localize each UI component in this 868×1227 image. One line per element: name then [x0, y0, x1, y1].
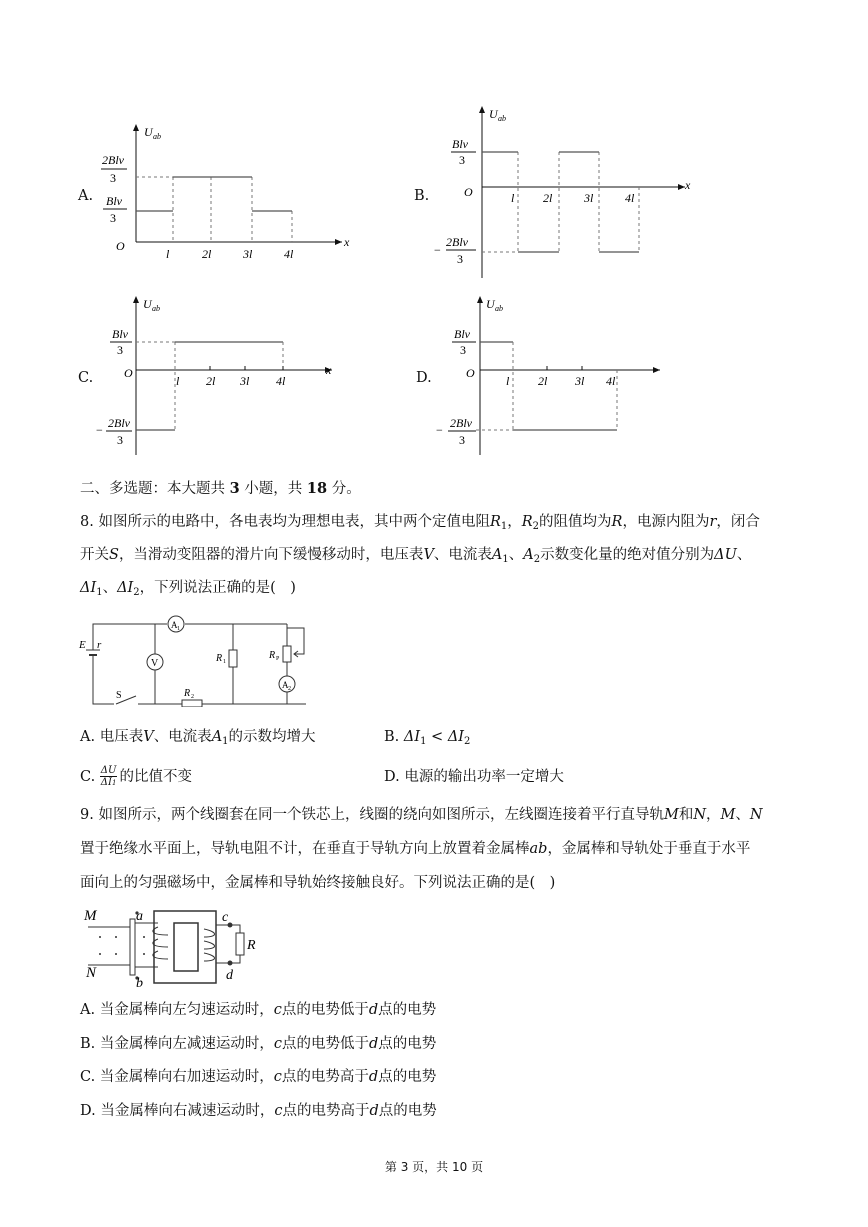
- option-label-d: D.: [416, 370, 432, 386]
- svg-text:ab: ab: [495, 304, 503, 313]
- q9-figure: [80, 905, 270, 990]
- svg-text:3: 3: [457, 252, 463, 266]
- svg-text:A: A: [282, 680, 289, 690]
- svg-text:P: P: [276, 656, 280, 662]
- option-label-b: B.: [414, 188, 430, 204]
- svg-text:a: a: [136, 909, 143, 924]
- svg-text:U: U: [143, 297, 152, 311]
- graph-a: [70, 118, 370, 268]
- svg-text:ab: ab: [498, 114, 506, 123]
- svg-text:3l: 3l: [240, 374, 250, 388]
- svg-text:O: O: [464, 185, 473, 199]
- svg-text:−: −: [434, 243, 441, 257]
- q8-line-2: 开关S，当滑动变阻器的滑片向下缓慢移动时，电压表V、电流表$A_1$、$A_2$示数变化量的绝对值分别为ΔU、: [80, 547, 752, 565]
- svg-text:1: 1: [177, 626, 180, 632]
- q9-option-b[interactable]: B. 当金属棒向左减速运动时，c点的电势低于d点的电势: [80, 1036, 437, 1052]
- section-heading: 二、多选题：本大题共 3 小题，共 18 分。: [80, 480, 361, 497]
- svg-text:4l: 4l: [276, 374, 286, 388]
- svg-text:2Blv: 2Blv: [102, 153, 124, 167]
- svg-text:−: −: [96, 423, 103, 437]
- svg-text:2Blv: 2Blv: [108, 416, 130, 430]
- q9-line-1: 9. 如图所示，两个线圈套在同一个铁芯上，线圈的绕向如图所示，左线圈连接着平行直导轨M和N，M、N: [80, 807, 763, 823]
- svg-text:2l: 2l: [543, 191, 553, 205]
- svg-text:E: E: [79, 639, 86, 651]
- svg-text:2Blv: 2Blv: [446, 235, 468, 249]
- svg-text:l: l: [166, 247, 170, 261]
- svg-text:d: d: [226, 968, 233, 983]
- svg-text:2l: 2l: [206, 374, 216, 388]
- svg-text:3: 3: [117, 433, 123, 447]
- svg-text:U: U: [486, 297, 495, 311]
- page-footer: 第 3 页，共 10 页: [384, 1160, 484, 1174]
- q9-option-a[interactable]: A. 当金属棒向左匀速运动时，c点的电势低于d点的电势: [80, 1002, 437, 1018]
- q8-line-1: 8. 如图所示的电路中，各电表均为理想电表，其中两个定值电阻$R_1$，$R_2$的阻值均为R，电源内阻为r，闭合: [80, 514, 760, 532]
- svg-text:x: x: [685, 178, 691, 192]
- svg-text:Blv: Blv: [452, 137, 468, 151]
- q9-option-c[interactable]: C. 当金属棒向右加速运动时，c点的电势高于d点的电势: [80, 1069, 437, 1085]
- svg-text:A: A: [171, 620, 178, 630]
- svg-text:4l: 4l: [625, 191, 635, 205]
- q8-option-d[interactable]: D. 电源的输出功率一定增大: [384, 769, 564, 785]
- svg-text:M: M: [84, 908, 97, 924]
- svg-text:ab: ab: [152, 304, 160, 313]
- svg-text:4l: 4l: [606, 374, 616, 388]
- svg-text:3l: 3l: [584, 191, 594, 205]
- graph-b-plot: [410, 100, 710, 280]
- q9-line-3: 面向上的匀强磁场中，金属棒和导轨始终接触良好。下列说法正确的是( ): [80, 875, 556, 891]
- y-axis-label: U: [144, 125, 153, 139]
- svg-text:1: 1: [223, 659, 226, 665]
- x-axis-label: x: [344, 235, 350, 249]
- svg-text:N: N: [86, 965, 97, 981]
- svg-text:U: U: [489, 107, 498, 121]
- svg-text:3: 3: [110, 171, 116, 185]
- svg-text:2l: 2l: [202, 247, 212, 261]
- svg-text:−: −: [436, 423, 443, 437]
- svg-text:r: r: [97, 639, 102, 651]
- svg-text:x: x: [326, 363, 332, 377]
- svg-text:ab: ab: [153, 132, 161, 141]
- svg-text:l: l: [176, 374, 180, 388]
- graph-b: [410, 100, 710, 280]
- graph-c: [70, 290, 370, 460]
- graph-d: [410, 290, 710, 460]
- svg-text:c: c: [222, 910, 229, 925]
- svg-text:l: l: [506, 374, 510, 388]
- q8-option-c[interactable]: C. $\frac{\Delta U}{\Delta I1}$ 的比值不变: [80, 765, 192, 788]
- svg-text:3: 3: [459, 433, 465, 447]
- graph-d-plot: [410, 290, 710, 460]
- svg-text:R: R: [216, 653, 223, 664]
- svg-text:4l: 4l: [284, 247, 294, 261]
- option-label-c: C.: [78, 370, 94, 386]
- svg-text:Blv: Blv: [112, 327, 128, 341]
- q9-line-2: 置于绝缘水平面上，导轨电阻不计，在垂直于导轨方向上放置着金属棒ab，金属棒和导轨处于垂直于水平: [80, 841, 751, 857]
- svg-text:O: O: [466, 366, 475, 380]
- q9-option-d[interactable]: D. 当金属棒向右减速运动时，c点的电势高于d点的电势: [80, 1103, 437, 1119]
- svg-text:b: b: [136, 976, 143, 990]
- svg-text:3l: 3l: [243, 247, 253, 261]
- option-label-a: A.: [78, 188, 94, 204]
- graph-a-plot: [70, 118, 370, 268]
- svg-text:3: 3: [460, 343, 466, 357]
- graph-c-plot: [70, 290, 370, 460]
- svg-text:O: O: [124, 366, 133, 380]
- svg-text:2Blv: 2Blv: [450, 416, 472, 430]
- svg-text:3: 3: [110, 211, 116, 225]
- svg-text:3: 3: [117, 343, 123, 357]
- svg-text:2l: 2l: [538, 374, 548, 388]
- svg-text:3l: 3l: [575, 374, 585, 388]
- svg-text:S: S: [116, 690, 122, 701]
- svg-text:Blv: Blv: [106, 194, 122, 208]
- svg-text:3: 3: [459, 153, 465, 167]
- svg-text:2: 2: [191, 694, 194, 700]
- svg-text:R: R: [247, 938, 256, 953]
- q8-circuit: [76, 612, 336, 707]
- svg-text:R: R: [184, 688, 191, 699]
- q8-option-b[interactable]: B. $\Delta I_1 < \Delta I_2$: [384, 729, 471, 747]
- q8-line-3: $\Delta I_1$、$\Delta I_2$，下列说法正确的是( ): [80, 580, 296, 598]
- svg-text:l: l: [511, 191, 515, 205]
- svg-text:V: V: [151, 658, 159, 669]
- origin-label: O: [116, 239, 125, 253]
- svg-text:R: R: [269, 650, 276, 661]
- q8-option-a[interactable]: A. 电压表V、电流表$A_1$的示数均增大: [80, 729, 316, 747]
- svg-text:Blv: Blv: [454, 327, 470, 341]
- svg-text:2: 2: [288, 686, 291, 692]
